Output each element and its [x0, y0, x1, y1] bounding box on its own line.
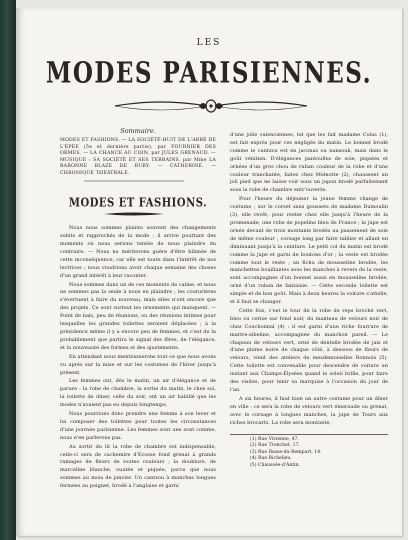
header-kicker: LES [196, 38, 222, 48]
paragraph: Au sortir du lit la robe de chambre est indispensable, celle-ci sera de cachemire d'Écosse fond grenat à grands ramages de fleurs de toutes couleurs ; la doublure, de marceline blanche, ouatée et piquée, parce que nous sommes au mois de janvier. Un cantzou à manches longues fermées au poignet, brodé à l'anglaise et garni [60, 443, 216, 490]
paragraph: Les femmes ont, dès le matin, un air d'élégance et de parure : la robe de chambre, la sortie du matin, le chez soi, la toilette de diner, celle du soir, ont un air habillé que les modes n'avaient pas eu depuis longtemps. [60, 378, 216, 409]
paragraph: En attendant nous mentionnerons tout ce que nous avons vu après sur la mise et sur les costumes de l'hiver jusqu'à présent. [60, 353, 216, 376]
footnotes [230, 434, 388, 470]
paragraph: Nous sommes dans un de ces moments de calme, et nous ne sommes pas la seule à nous en plaindre ; les couturières s'évertuent à faire du nouveau, mais elles n'ont encore que des projets. Ce sont surtout les ornements qui manquent. — Point de bals, peu de réunions, ou des réunions intimes pour lesquelles les grandes toilettes seraient déplacées ; à la présidence même il y a encore peu de femmes, et c'est de la probablement que partira le signal des fêtes, de l'élégance, et la nouveauté des formes et des ajustements. [60, 281, 216, 351]
page-title: MODES PARISIENNES. [45, 56, 373, 90]
paragraph: d'une jolie valenciennes, tel que les fait madame Colas (1), est fait exprès pour ces négligés du matin. Le bonnet brodé comme le cantzou est en jaconas ou nansouk, mais dans le goût vénitien. D'élégances pantoufles de soie, piquées et ornées d'un gros chou de ruban couleur de la robe et d'une couleur tranchante, faites chez Melnotte (2), chaussent un joli pied que ne laisse voir sous un jupon brodé parfaitement sous la robe de chambre entr'ouverte. [230, 132, 388, 194]
book-spine [0, 0, 16, 540]
footnote: (1) Rue Vivienne, 47. [250, 436, 299, 442]
footnote: (5) Chaussée-d'Antin. [250, 462, 301, 468]
paragraph: A six heures, il faut bien un autre costume pour un dîner en ville : ce sera la robe de velours vert émeraude ou grenat, avec le corsage à longues manches, la jupe de Tours aux riches brocarts. La robe sera montante, [230, 395, 388, 426]
right-column [230, 132, 388, 470]
section-rule-top [84, 178, 184, 184]
paragraph: Cette fois, c'est le tour de la robe de reps broché vert, bleu ou cerise sur fond noir, du manteau de velours noir de chez Couchonnal (4) : il est garni d'une riche fourrure de martre-zibeline, accompagnée du manchon pareil. — Le chapeau de velours vert, orné de dentelle brodée de jais et d'une plume noire de chaque côté, à dessous de fleurs de velours, vient des ateliers de mesdemoiselles Ronnois (5). Cette toilette est convenable pour descendre de voiture un instant aux Champs-Élysées quand le soleil brille, pour faire des visites, pour tenir sa marquise à l'occasion du jour de l'an. [230, 307, 388, 393]
summary-text: MODES ET FASHIONS. — LA SOCIÉTÉ-HUIT DE L'ABBÉ DE L'ÉPÉE (5e et dernière partie), par FOURNIER DES ORMES. — LA CHANCE AU COIN, par JULES GRENAUD. — MUSIQUE : SA SOCIÉTÉ ET SES TERRAINS, par Mme LA BARONNE BLAZE DE BURY. — CATHERINE. — CHRONIQUE THÉÂTRALE. [60, 137, 216, 176]
footnote: (4) Rue Richelieu. [250, 456, 292, 462]
left-column [60, 128, 216, 491]
footnote: (2) Rue Tronchet, 17. [250, 443, 300, 449]
footnote: (3) Rue Basse-du-Rempart, 14. [250, 449, 322, 455]
summary-heading: Sommaire. [120, 127, 156, 135]
paragraph: Pour l'heure du déjeuner la jeune femme change de costume ; sur le corset sans goussets de madame Dumoulin (3), elle revêt, pour rester chez elle jusqu'à l'heure de la promenade, une robe de popeline bleu de France ; la jupe est ornée devant de trois montants brodés au passement de soie de même couleur ; corsage long par faire tablier et allant en diminuant jusqu'à la ceinture. Le petit col du matin est brodé comme la jupe et garni de boutons d'or ; la veste est brodée comme tout le reste ; un fichu de mousseline brodée, les manchettes bouillantes sous les manches à revers de la veste, sont accompagnés d'un bonnet aussi en mousseline brodée, orné d'un ruban de fantaisie. — Cette seconde toilette est simple et de bon goût. Mais à deux heures la voiture s'attelle, et il faut se changer. [230, 196, 388, 306]
section-rule-bottom [84, 211, 184, 217]
paragraph: Nous pourrions donc prendre une femme à son lever et lui composer des toilettes pour toutes les circonstances d'une journée parisienne. Les femmes sont une sont comme, nous n'en parlerons pas. [60, 411, 216, 441]
document-page [16, 8, 402, 536]
paragraph: Nous nous sommes plainte souvent des changements subits et rapprochés de la mode ; il arrive pourtant des moments où nous serions tentée de nous plaindre du contraire. — Nous ne mériterons guère d'être blâmée de cette inconséquence, car elle est toute dans l'intérêt de nos lectrices ; nous voudrions avoir chaque semaine des choses d'un grand intérêt à leur raconter. [60, 225, 216, 279]
section-title: MODES ET FASHIONS. [68, 197, 208, 211]
ornament-divider [111, 94, 311, 118]
